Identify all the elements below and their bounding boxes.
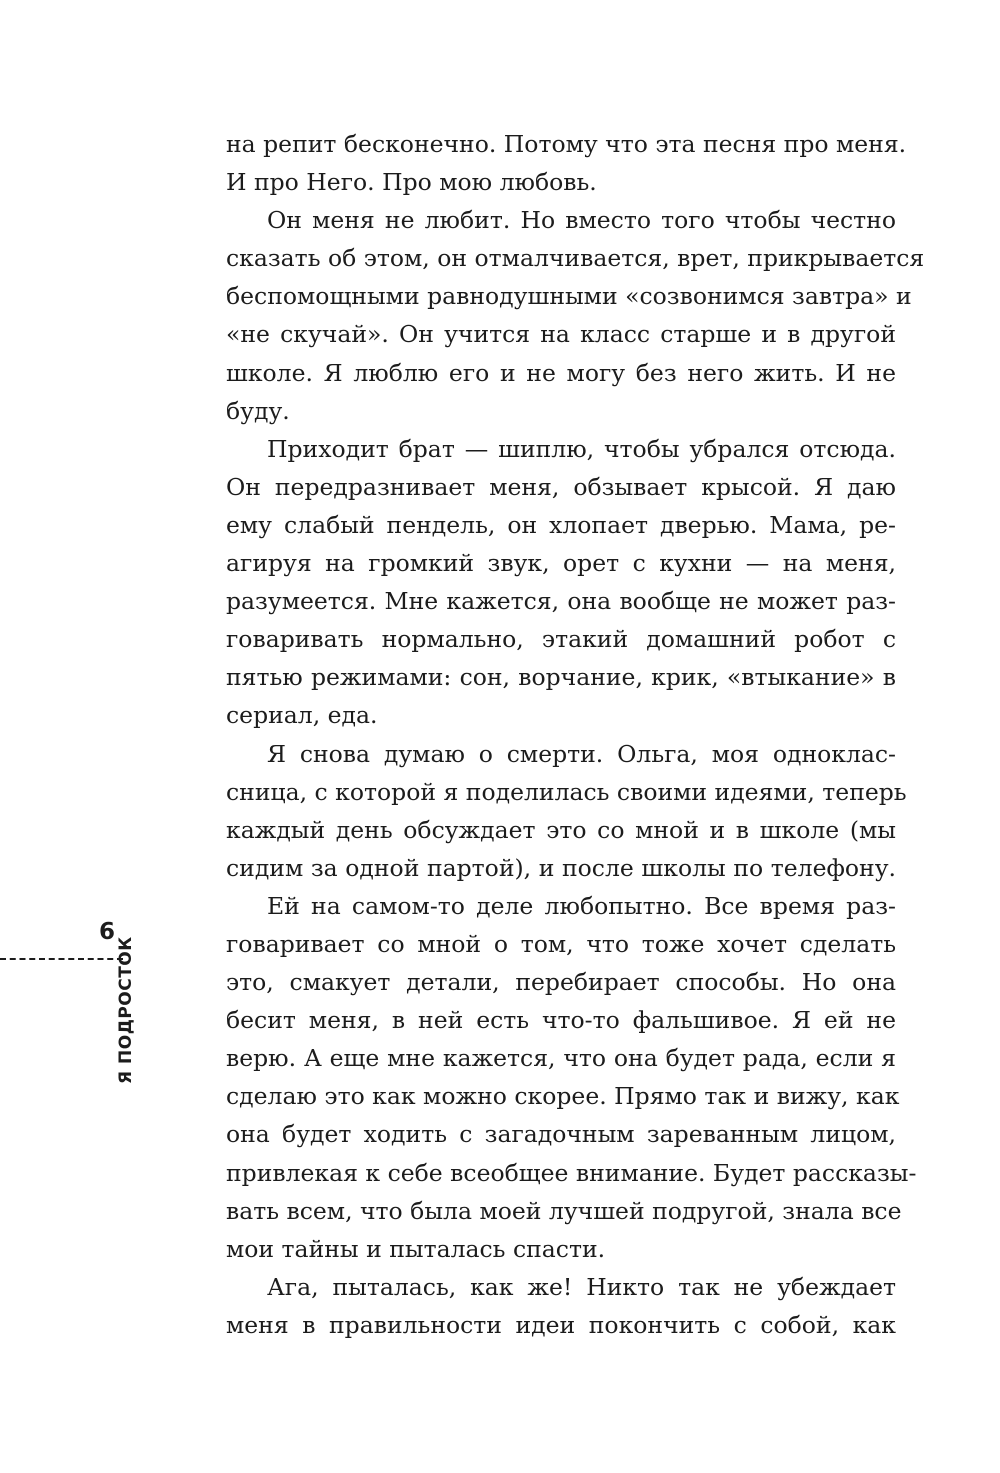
text-line: Ага, пыталась, как же! Никто так не убеждает (267, 1272, 896, 1301)
text-line: ему слабый пендель, он хлопает дверью. Мама, ре- (226, 510, 896, 539)
text-line: она будет ходить с загадочным зареванным лицом, (226, 1120, 896, 1149)
text-line: Он передразнивает меня, обзывает крысой. Я даю (226, 472, 896, 501)
page-number: 6 (99, 919, 116, 945)
text-line: говаривает со мной о том, что тоже хочет сделать (226, 929, 896, 958)
body-text (226, 125, 925, 1344)
text-line: школе. Я люблю его и не могу без него жить. И не (226, 358, 896, 387)
text-line: вать всем, что была моей лучшей подругой, знала все (226, 1196, 902, 1225)
text-line: Я снова думаю о смерти. Ольга, моя одноклас- (267, 739, 896, 768)
text-line: разумеется. Мне кажется, она вообще не может раз- (226, 587, 896, 616)
text-line: Приходит брат — шиплю, чтобы убрался отсюда. (267, 434, 896, 463)
text-line: агируя на громкий звук, орет с кухни — на меня, (226, 549, 896, 578)
text-line: буду. (226, 396, 290, 425)
text-line: бесит меня, в ней есть что-то фальшивое. Я ей не (226, 1006, 896, 1035)
text-line: сериал, еда. (226, 701, 378, 730)
text-line: это, смакует детали, перебирает способы. Но она (226, 968, 896, 997)
text-line: на репит бесконечно. Потому что эта песня про меня. (226, 130, 907, 158)
text-line: И про Него. Про мою любовь. (226, 168, 597, 197)
dashed-divider (0, 958, 123, 960)
text-line: «не скучай». Он учится на класс старше и в другой (226, 320, 896, 349)
text-line: Ей на самом-то деле любопытно. Все время раз- (267, 891, 896, 920)
text-line: Он меня не любит. Но вместо того чтобы честно (267, 206, 896, 235)
text-line: сделаю это как можно скорее. Прямо так и вижу, как (226, 1082, 900, 1111)
text-line: сказать об этом, он отмалчивается, врет, прикрывается (226, 244, 925, 273)
text-line: сидим за одной партой), и после школы по телефону. (226, 853, 896, 882)
text-line: пятью режимами: сон, ворчание, крик, «втыкание» в (226, 663, 896, 692)
text-line: каждый день обсуждает это со мной и в школе (мы (226, 815, 896, 844)
running-title: Я ПОДРОСТОК (116, 936, 136, 1084)
text-line: сница, с которой я поделилась своими идеями, теперь (226, 777, 907, 806)
text-line: мои тайны и пыталась спасти. (226, 1234, 606, 1263)
text-line: говаривать нормально, этакий домашний робот с (226, 625, 896, 654)
text-line: верю. А еще мне кажется, что она будет рада, если я (226, 1044, 896, 1073)
text-line: привлекая к себе всеобщее внимание. Будет рассказы- (226, 1158, 917, 1187)
text-line: беспомощными равнодушными «созвонимся завтра» и (226, 282, 912, 311)
text-line: меня в правильности идеи покончить с собой, как (226, 1310, 896, 1339)
